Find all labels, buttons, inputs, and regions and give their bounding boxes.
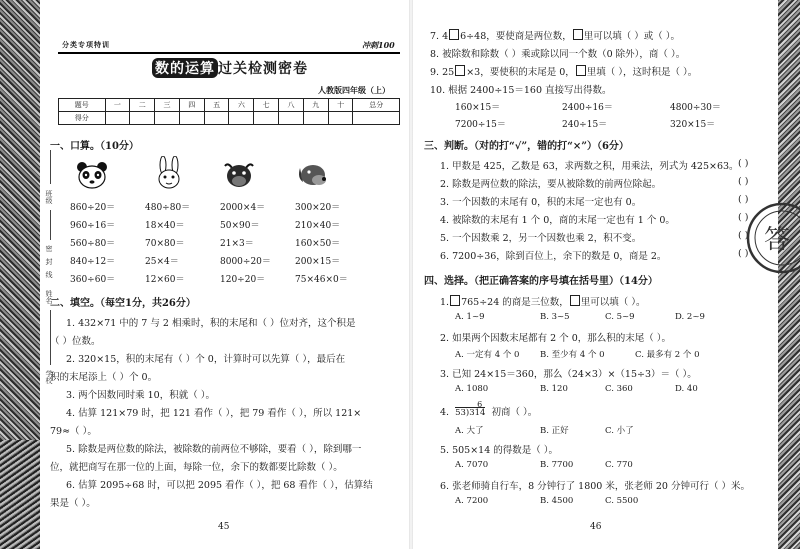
blank-box[interactable]: [570, 295, 580, 306]
oral-calc-item: 8000÷20＝: [220, 257, 271, 267]
blank-box[interactable]: [449, 29, 459, 40]
oral-calc-item: 200×15＝: [295, 257, 341, 267]
oral-calc-item: 75×46×0＝: [295, 275, 348, 285]
oral-calc-item: 120÷20＝: [220, 275, 266, 285]
choice-option[interactable]: B. 120: [540, 384, 568, 394]
oral-calc-item: 480÷80＝: [145, 203, 191, 213]
oral-calc-item: 860÷20＝: [70, 203, 116, 213]
choice-option[interactable]: A. 一定有 4 个 0: [455, 350, 520, 360]
binding-line: [50, 150, 51, 184]
score-cell: 得分: [59, 112, 106, 125]
fill-q2-line1: 2. 320×15，积的末尾有（ ）个 0，计算时可以先算（ ），最后在: [66, 354, 346, 365]
q9-text: 里填（ ），这时积是（ ）。: [586, 67, 698, 78]
choice-q4-text: 初商（ ）。: [491, 407, 538, 418]
oral-calc-item: 50×90＝: [220, 221, 260, 231]
answer-stamp-icon: [742, 178, 800, 298]
brand-tag: 冲刺100: [362, 40, 395, 50]
choice-option[interactable]: C. 最多有 2 个 0: [635, 350, 700, 360]
choice-q1-text: 里可以填（ ）。: [580, 297, 646, 308]
score-input-cell[interactable]: [303, 112, 328, 125]
oral-calc-item: 360÷60＝: [70, 275, 116, 285]
score-cell: 四: [179, 99, 204, 112]
score-table-score-row: [59, 112, 400, 125]
choice-option[interactable]: B. 3~5: [540, 312, 570, 322]
choice-option[interactable]: A. 1080: [455, 384, 489, 394]
q10-item: 2400÷16＝: [562, 103, 613, 113]
seal-mi: 密: [45, 245, 53, 252]
fill-q9: [430, 64, 697, 78]
judge-answer-blank[interactable]: ( ): [738, 248, 749, 259]
long-division: [455, 400, 486, 418]
choice-option[interactable]: C. 5500: [605, 496, 639, 506]
header-rule: [58, 52, 400, 54]
q9-text: 9. 25: [430, 67, 455, 78]
edition-label: 人教版四年级（上）: [318, 85, 390, 95]
judge-item: 5. 一个因数乘 2，另一个因数也乘 2，积不变。: [440, 233, 642, 244]
choice-q4: [440, 400, 538, 418]
school-label: 学校: [45, 370, 53, 384]
choice-q1: [440, 294, 646, 308]
q10-item: 160×15＝: [455, 103, 501, 113]
choice-option[interactable]: C. 5~9: [605, 312, 635, 322]
score-input-cell[interactable]: [105, 112, 130, 125]
fill-q4-line1: 4. 估算 121×79 时，把 121 看作（ ），把 79 看作（ ），所以 121×: [66, 408, 362, 419]
score-cell: 六: [229, 99, 254, 112]
class-label: 班级: [45, 190, 53, 204]
blank-box[interactable]: [455, 65, 465, 76]
blank-box[interactable]: [576, 65, 586, 76]
section-1-title: 一、口算。（10分）: [50, 141, 139, 152]
q10-item: 240÷15＝: [562, 120, 608, 130]
oral-calc-item: 12×60＝: [145, 275, 185, 285]
score-cell: 十: [328, 99, 353, 112]
score-input-cell[interactable]: [179, 112, 204, 125]
judge-answer-blank[interactable]: ( ): [738, 230, 749, 241]
fill-q5-line1: 5. 除数是两位数的除法，被除数的前两位不够除，要看（ ），除到哪一: [66, 444, 362, 455]
left-binding-bottom: [0, 440, 40, 549]
q7-text: 7. 4: [430, 31, 449, 42]
choice-option[interactable]: D. 40: [675, 384, 698, 394]
fill-q5-line2: 位，就把商写在那一位的上面，每除一位，余下的数都要比除数（ ）。: [50, 462, 343, 473]
oral-calc-item: 21×3＝: [220, 239, 254, 249]
oral-calc-item: 300×20＝: [295, 203, 341, 213]
judge-item: 3. 一个因数的末尾有 0，积的末尾一定也有 0。: [440, 197, 642, 208]
choice-q5: 5. 505×14 的得数是（ ）。: [440, 445, 559, 456]
score-cell: 题号: [59, 99, 106, 112]
q9-text: ×3，要使积的末尾是 0，: [466, 67, 575, 78]
choice-option[interactable]: D. 2~9: [675, 312, 705, 322]
division-expression: 53)314: [455, 408, 486, 418]
judge-item: 4. 被除数的末尾有 1 个 0，商的末尾一定也有 1 个 0。: [440, 215, 675, 226]
fill-q1-line2: （ ）位数。: [50, 336, 101, 347]
choice-option[interactable]: C. 小了: [605, 426, 634, 436]
score-cell: 三: [155, 99, 180, 112]
score-input-cell[interactable]: [204, 112, 229, 125]
choice-option[interactable]: A. 1~9: [455, 312, 485, 322]
stamp-text: 答: [764, 225, 791, 255]
section-2-title: 二、填空。（每空1分，共26分）: [50, 298, 196, 309]
fill-q2-line2: 积的末尾添上（ ）个 0。: [50, 372, 158, 383]
score-cell: 九: [303, 99, 328, 112]
choice-q4-text: 4.: [440, 407, 450, 418]
judge-item: 6. 7200÷36，除到百位上，余下的数是 0，商是 2。: [440, 251, 667, 262]
score-input-cell[interactable]: [353, 112, 400, 125]
oral-calc-item: 2000×4＝: [220, 203, 266, 213]
section-3-title: 三、判断。（对的打“√”，错的打“×”）（6分）: [424, 141, 629, 152]
name-label: 姓名: [45, 290, 53, 304]
oral-calc-item: 840÷12＝: [70, 257, 116, 267]
blank-box[interactable]: [573, 29, 583, 40]
choice-option[interactable]: A. 大了: [455, 426, 484, 436]
fill-q6-line1: 6. 估算 2095÷68 时，可以把 2095 看作（ ），把 68 看作（ ），估算结: [66, 480, 373, 491]
choice-q6: 6. 张老师骑自行车，8 分钟行了 1800 米，张老师 20 分钟可行（ ）米。: [440, 481, 751, 492]
score-cell: 八: [279, 99, 304, 112]
seal-xian: 线: [45, 271, 53, 278]
judge-answer-blank[interactable]: ( ): [738, 176, 749, 187]
choice-option[interactable]: B. 至少有 4 个 0: [540, 350, 605, 360]
fill-q1-line1: 1. 432×71 中的 7 与 2 相乘时，积的末尾和（ ）位对齐，这个积是: [66, 318, 356, 329]
oral-calc-item: 960÷16＝: [70, 221, 116, 231]
choice-option[interactable]: C. 770: [605, 460, 633, 470]
q10-item: 320×15＝: [670, 120, 716, 130]
division-quotient: 6: [477, 400, 483, 409]
choice-option[interactable]: C. 360: [605, 384, 633, 394]
fill-q8: 8. 被除数和除数（ ）乘或除以同一个数（0 除外），商（ ）。: [430, 49, 686, 60]
section-4-title: 四、选择。（把正确答案的序号填在括号里）（14分）: [424, 276, 658, 287]
page-title: [152, 58, 308, 78]
score-table-header-row: [59, 99, 400, 112]
oral-calc-item: 25×4＝: [145, 257, 179, 267]
oral-calc-item: 18×40＝: [145, 221, 185, 231]
page-number-right: 46: [590, 522, 602, 532]
panda-icon: [75, 160, 109, 190]
score-input-cell[interactable]: [328, 112, 353, 125]
choice-q1-text: 1.: [440, 297, 450, 308]
title-emphasis: 数的运算: [152, 58, 218, 78]
fill-q6-line2: 果是（ ）。: [50, 498, 96, 509]
oral-calc-item: 210×40＝: [295, 221, 341, 231]
fill-q10: 10. 根据 2400÷15＝160 直接写出得数。: [430, 85, 612, 96]
score-input-cell[interactable]: [279, 112, 304, 125]
q10-item: 7200÷15＝: [455, 120, 506, 130]
score-cell: 总分: [353, 99, 400, 112]
judge-answer-blank[interactable]: ( ): [738, 212, 749, 223]
score-table: [58, 98, 400, 125]
rabbit-icon: [152, 156, 186, 190]
judge-answer-blank[interactable]: ( ): [738, 194, 749, 205]
q7-text: 6÷48，要使商是两位数，: [460, 31, 572, 42]
seal-feng: 封: [45, 258, 53, 265]
fill-q3: 3. 两个因数同时乘 10，积就（ ）。: [66, 390, 215, 401]
score-cell: 一: [105, 99, 130, 112]
center-fold: [409, 0, 413, 549]
score-input-cell[interactable]: [254, 112, 279, 125]
score-cell: 五: [204, 99, 229, 112]
q7-text: 里可以填（ ）或（ ）。: [583, 31, 681, 42]
oral-calc-item: 160×50＝: [295, 239, 341, 249]
score-input-cell[interactable]: [155, 112, 180, 125]
choice-option[interactable]: B. 正好: [540, 426, 569, 436]
choice-option[interactable]: A. 7200: [455, 496, 489, 506]
oral-calc-item: 70×80＝: [145, 239, 185, 249]
judge-item: 1. 甲数是 425，乙数是 63，求两数之积，用乘法，列式为 425×63。: [440, 161, 739, 172]
score-cell: 二: [130, 99, 155, 112]
choice-option[interactable]: A. 7070: [455, 460, 489, 470]
score-input-cell[interactable]: [130, 112, 155, 125]
dog-icon: [295, 160, 329, 190]
choice-q1-text: 765÷24 的商是三位数，: [461, 297, 569, 308]
oral-calc-item: 560÷80＝: [70, 239, 116, 249]
q10-item: 4800÷30＝: [670, 103, 721, 113]
judge-item: 2. 除数是两位数的除法，要从被除数的前两位除起。: [440, 179, 662, 190]
ox-icon: [222, 160, 256, 190]
fill-q7: [430, 28, 680, 42]
fill-q4-line2: 79≈（ ）。: [50, 426, 97, 437]
binding-line: [50, 210, 51, 240]
score-input-cell[interactable]: [229, 112, 254, 125]
blank-box[interactable]: [450, 295, 460, 306]
judge-answer-blank[interactable]: ( ): [738, 158, 749, 169]
choice-option[interactable]: B. 4500: [540, 496, 574, 506]
choice-q2: 2. 如果两个因数末尾都有 2 个 0，那么积的末尾（ ）。: [440, 333, 672, 344]
title-rest: 过关检测密卷: [218, 61, 308, 77]
choice-q3: 3. 已知 24×15＝360，那么（24×3）×（15÷3）＝（ ）。: [440, 369, 697, 380]
page-number-left: 45: [218, 522, 230, 532]
series-label: 分类专项特训: [62, 40, 110, 49]
score-cell: 七: [254, 99, 279, 112]
choice-option[interactable]: B. 7700: [540, 460, 574, 470]
